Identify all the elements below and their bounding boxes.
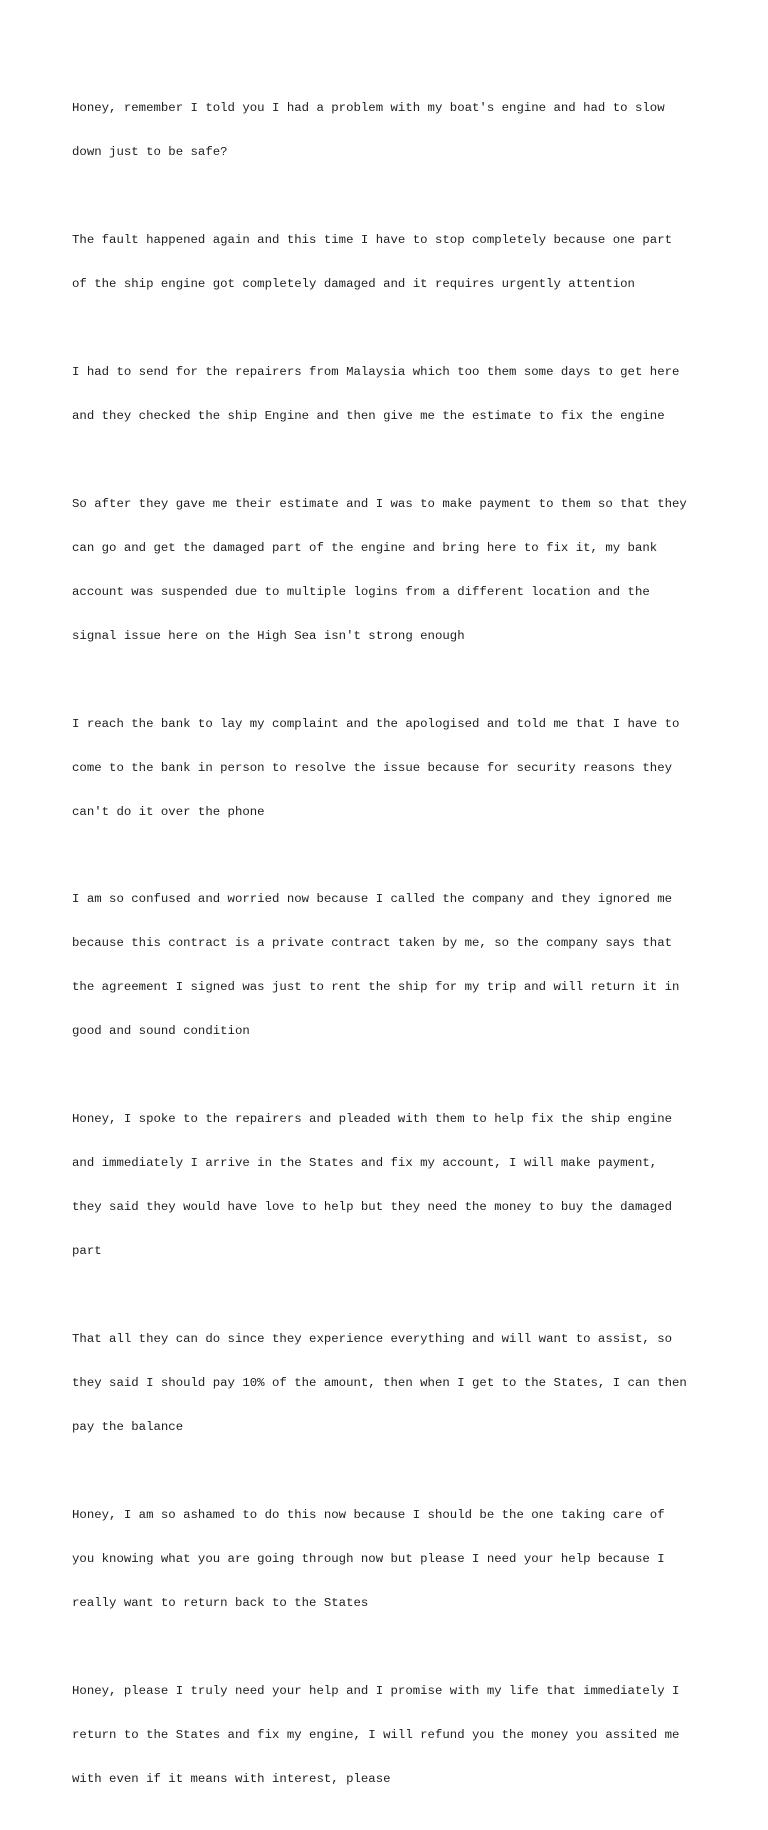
paragraph-line: return to the States and fix my engine, I will refund you the money you assited me [72, 1727, 680, 1742]
paragraph-line: So after they gave me their estimate and I was to make payment to them so that they [72, 496, 687, 511]
paragraph-4 [72, 468, 702, 673]
paragraph-line: they said I should pay 10% of the amount, then when I get to the States, I can then [72, 1375, 687, 1390]
paragraph-line: because this contract is a private contract taken by me, so the company says that [72, 936, 673, 951]
paragraph-5 [72, 687, 702, 848]
paragraph-10 [72, 1654, 702, 1815]
paragraph-line: of the ship engine got completely damaged and it requires urgently attention [72, 277, 635, 292]
paragraph-8 [72, 1303, 702, 1464]
paragraph-line: the agreement I signed was just to rent the ship for my trip and will return it in [72, 980, 680, 995]
paragraph-line: That all they can do since they experience everything and will want to assist, so [72, 1332, 673, 1346]
paragraph-1 [72, 72, 702, 189]
paragraph-line: part [72, 1244, 102, 1259]
paragraph-2 [72, 204, 702, 321]
paragraph-line: and they checked the ship Engine and then give me the estimate to fix the engine [72, 408, 665, 423]
paragraph-6 [72, 863, 702, 1068]
paragraph-line: I reach the bank to lay my complaint and the apologised and told me that I have to [72, 716, 680, 731]
paragraph-7 [72, 1083, 702, 1288]
paragraph-line: Honey, please I truly need your help and I promise with my life that immediately I [72, 1683, 680, 1698]
paragraph-line: come to the bank in person to resolve the issue because for security reasons they [72, 760, 673, 775]
paragraph-line: good and sound condition [72, 1024, 250, 1039]
paragraph-line: Honey, I am so ashamed to do this now because I should be the one taking care of [72, 1507, 665, 1522]
paragraph-line: they said they would have love to help but they need the money to buy the damaged [72, 1200, 673, 1215]
paragraph-line: The fault happened again and this time I have to stop completely because one part [72, 233, 673, 248]
paragraph-line: really want to return back to the States [72, 1595, 369, 1610]
paragraph-line: I am so confused and worried now because I called the company and they ignored me [72, 892, 673, 907]
paragraph-line: pay the balance [72, 1419, 184, 1434]
paragraph-line: you knowing what you are going through now but please I need your help because I [72, 1551, 665, 1566]
paragraph-line: signal issue here on the High Sea isn't strong enough [72, 628, 465, 643]
paragraph-line: can't do it over the phone [72, 804, 265, 819]
paragraph-line: and immediately I arrive in the States and fix my account, I will make payment, [72, 1156, 658, 1171]
paragraph-line: down just to be safe? [72, 145, 228, 160]
paragraph-line: account was suspended due to multiple logins from a different location and the [72, 584, 650, 599]
paragraph-line: Honey, remember I told you I had a problem with my boat's engine and had to slow [72, 101, 665, 116]
document-body [72, 72, 702, 1830]
paragraph-3 [72, 336, 702, 453]
paragraph-line: I had to send for the repairers from Malaysia which too them some days to get here [72, 365, 680, 379]
paragraph-9 [72, 1479, 702, 1640]
paragraph-line: with even if it means with interest, please [72, 1771, 391, 1786]
paragraph-line: can go and get the damaged part of the engine and bring here to fix it, my bank [72, 540, 658, 555]
paragraph-line: Honey, I spoke to the repairers and pleaded with them to help fix the ship engine [72, 1112, 673, 1127]
